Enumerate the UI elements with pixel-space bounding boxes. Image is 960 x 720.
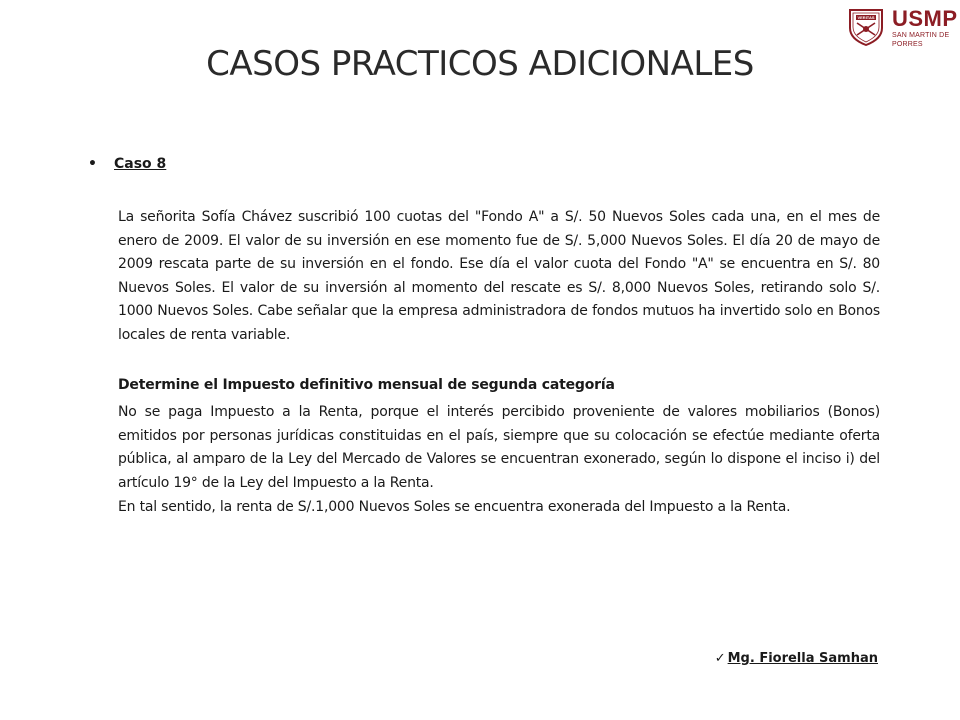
slide-title: CASOS PRACTICOS ADICIONALES xyxy=(206,44,754,84)
checkmark-icon: ✓ xyxy=(714,651,726,666)
bullet-icon: • xyxy=(88,156,97,172)
brand-text xyxy=(892,7,958,49)
brand-subtitle: SAN MARTIN DE PORRES xyxy=(892,32,950,48)
university-seal-icon xyxy=(846,6,886,46)
author-signature xyxy=(715,651,878,666)
case-label: Caso 8 xyxy=(114,156,167,172)
conclusion-paragraph: En tal sentido, la renta de S/.1,000 Nuevos Soles se encuentra exonerada del Impuesto a la Renta. xyxy=(118,499,791,515)
answer-paragraph: No se paga Impuesto a la Renta, porque el interés percibido proveniente de valores mobiliarios (Bonos) emitidos por personas jurídicas constituidas en el país, siempre que su colocación se efectúe mediante oferta pública, al amparo de la Ley del Mercado de Valores se encuentran exonerado, según lo dispone el inciso i) del artículo 19° de la Ley del Impuesto a la Renta. xyxy=(118,404,880,491)
seal-text: VERITAS xyxy=(857,15,875,20)
case-bullet xyxy=(88,156,166,172)
brand-name: USMP xyxy=(892,6,958,31)
question-heading: Determine el Impuesto definitivo mensual de segunda categoría xyxy=(118,377,615,393)
usmp-logo xyxy=(846,4,958,48)
case-statement: La señorita Sofía Chávez suscribió 100 cuotas del "Fondo A" a S/. 50 Nuevos Soles cada una, en el mes de enero de 2009. El valor de su inversión en ese momento fue de S/. 5,000 Nuevos Soles. El día 20 de mayo de 2009 rescata parte de su inversión en el fondo. Ese día el valor cuota del Fondo "A" se encuentra en S/. 80 Nuevos Soles. El valor de su inversión al momento del rescate es S/. 8,000 Nuevos Soles, retirando solo S/. 1000 Nuevos Soles. Cabe señalar que la empresa administradora de fondos mutuos ha invertido solo en Bonos locales de renta variable. xyxy=(118,209,880,343)
author-name: Mg. Fiorella Samhan xyxy=(727,651,878,666)
